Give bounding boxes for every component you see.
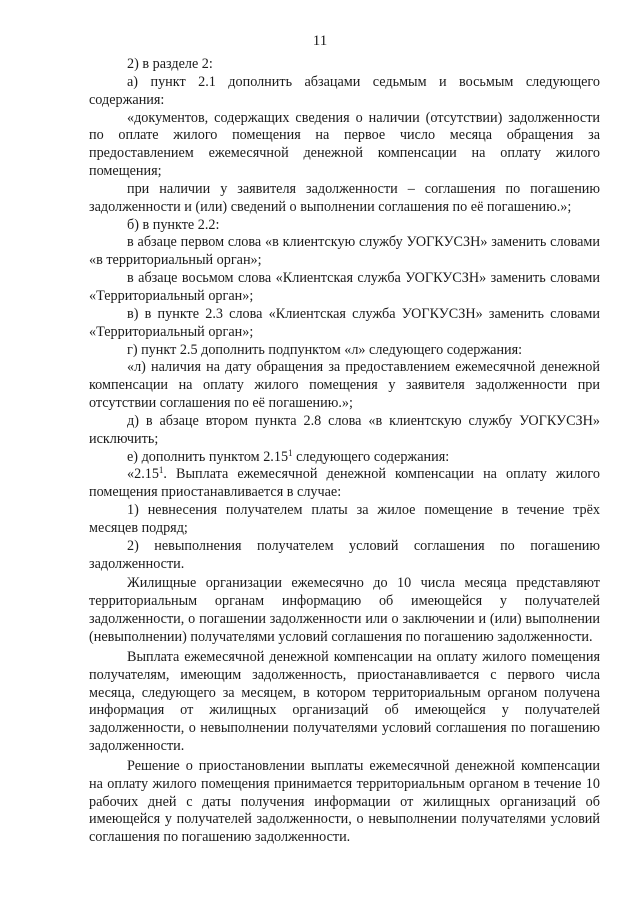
document-body xyxy=(89,56,600,847)
paragraph xyxy=(89,217,600,235)
paragraph xyxy=(89,306,600,342)
paragraph-text: «документов, содержащих сведения о наличии (отсутствии) задолженности по оплате жилого помещения на первое число месяца обращения за предоставлением ежемесячной денежной компенсации на оплату жилого помещения; xyxy=(89,109,600,180)
paragraph xyxy=(89,74,600,110)
paragraph-text: 1) невнесения получателем платы за жилое помещение в течение трёх месяцев подряд; xyxy=(89,502,600,536)
paragraph-text: в абзаце первом слова «в клиентскую службу УОГКУСЗН» заменить словами «в территориальный орган»; xyxy=(89,234,600,269)
superscript: 1 xyxy=(158,465,164,476)
paragraph-text: е) дополнить пунктом 2.15 xyxy=(127,448,289,465)
paragraph-text: «л) наличия на дату обращения за предоставлением ежемесячной денежной компенсации на оплату жилого помещения у заявителя задолженности при отсутствии соглашения по её погашению.»; xyxy=(89,359,600,412)
paragraph-text: д) в абзаце втором пункта 2.8 слова «в клиентскую службу УОГКУСЗН» исключить; xyxy=(89,412,600,447)
paragraph-text: в) в пункте 2.3 слова «Клиентская служба УОГКУСЗН» заменить словами «Территориальный орган»; xyxy=(89,305,600,340)
paragraph-text: при наличии у заявителя задолженности – соглашения по погашению задолженности и (или) сведений о выполнении соглашения по её погашению.»; xyxy=(89,180,600,215)
paragraph xyxy=(89,110,600,181)
paragraph-text: г) пункт 2.5 дополнить подпунктом «л» следующего содержания: xyxy=(127,341,523,358)
paragraph-text-continued: следующего содержания: xyxy=(292,448,450,465)
paragraph-text: 2) невыполнения получателем условий соглашения по погашению задолженности. xyxy=(89,537,600,572)
superscript: 1 xyxy=(288,447,293,458)
page-number: 11 xyxy=(312,33,328,49)
paragraph xyxy=(89,575,600,646)
paragraph-text: «2.15 xyxy=(127,466,159,483)
paragraph xyxy=(89,502,600,538)
paragraph xyxy=(89,538,600,574)
paragraph-text: Решение о приостановлении выплаты ежемесячной денежной компенсации на оплату жилого помещения принимается территориальным органом в течение 10 рабочих дней с даты получения информации от жилищных организаций об имеющейся у получателей задолженности, о невыполнении получателями условий соглашения по погашению задолженности. xyxy=(89,757,600,846)
paragraph xyxy=(89,234,600,270)
paragraph xyxy=(89,56,600,74)
paragraph xyxy=(89,466,600,502)
paragraph xyxy=(89,181,600,217)
paragraph-text: Выплата ежемесячной денежной компенсации на оплату жилого помещения получателям, имеющим задолженность, приостанавливается с первого числа месяца, следующего за месяцем, в котором территориальным органом получена информация от жилищных организаций об имеющейся у получателей задолженности, о невыполнении получателями условий соглашения по погашению задолженности. xyxy=(89,648,600,755)
paragraph-text: в абзаце восьмом слова «Клиентская служба УОГКУСЗН» заменить словами «Территориальный орган»; xyxy=(89,270,600,304)
paragraph-text: б) в пункте 2.2: xyxy=(127,216,220,233)
paragraph xyxy=(89,649,600,756)
paragraph-text: Жилищные организации ежемесячно до 10 числа месяца представляют территориальным органам информацию об имеющейся у получателей задолженности, о погашении задолженности или о заключении и (или) выполнении (невыполнении) получателями условий соглашения по погашению задолженности. xyxy=(89,575,600,645)
paragraph xyxy=(89,449,600,467)
paragraph xyxy=(89,413,600,449)
paragraph-text: а) пункт 2.1 дополнить абзацами седьмым и восьмым следующего содержания: xyxy=(89,73,600,108)
paragraph-text: 2) в разделе 2: xyxy=(127,56,213,72)
paragraph xyxy=(89,359,600,413)
paragraph-text-continued: . Выплата ежемесячной денежной компенсации на оплату жилого помещения приостанавливается в случае: xyxy=(89,466,600,501)
paragraph xyxy=(89,342,600,360)
paragraph xyxy=(89,758,600,847)
paragraph xyxy=(89,270,600,306)
